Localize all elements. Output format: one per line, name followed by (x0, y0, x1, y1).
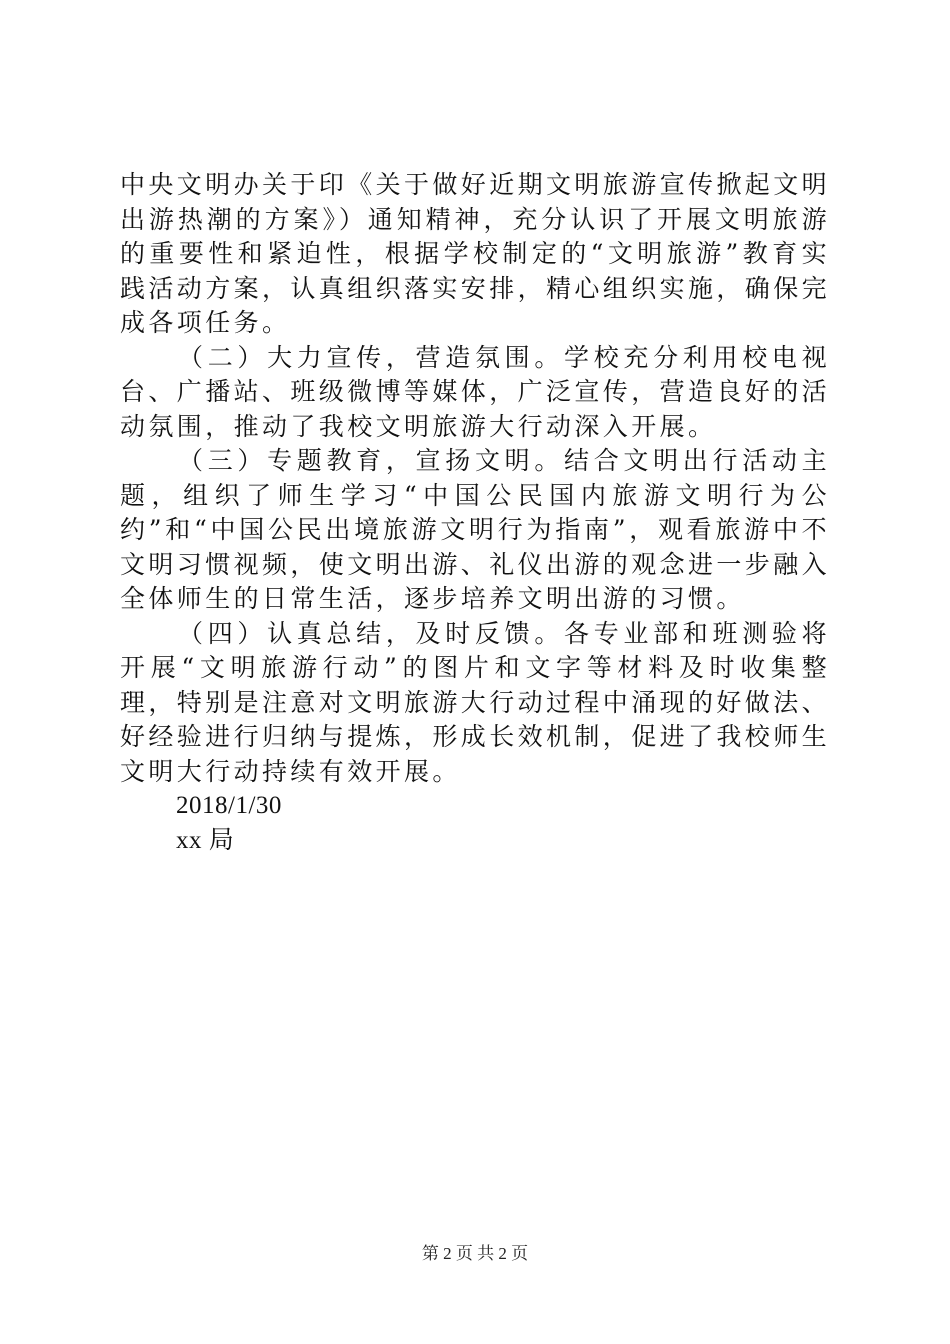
paragraph-continuation: 中央文明办关于印《关于做好近期文明旅游宣传掀起文明出游热潮的方案》）通知精神，充分认识了开展文明旅游的重要性和紧迫性，根据学校制定的“文明旅游”教育实践活动方案，认真组织落实安排，精心组织实施，确保完成各项任务。 (120, 170, 831, 337)
document-signature: xx 局 (176, 826, 235, 854)
document-body (120, 168, 830, 858)
paragraph-summary: （四）认真总结，及时反馈。各专业部和班测验将开展“文明旅游行动”的图片和文字等材料及时收集整理，特别是注意对文明旅游大行动过程中涌现的好做法、好经验进行归纳与提炼，形成长效机制，促进了我校师生文明大行动持续有效开展。 (120, 618, 831, 786)
page-number-footer: 第 2 页 共 2 页 (421, 1244, 529, 1263)
paragraph-education: （三）专题教育，宣扬文明。结合文明出行活动主题，组织了师生学习“中国公民国内旅游文明行为公约”和“中国公民出境旅游文明行为指南”，观看旅游中不文明习惯视频，使文明出游、礼仪出游的观念进一步融入全体师生的日常生活，逐步培养文明出游的习惯。 (120, 446, 831, 613)
document-date: 2018/1/30 (176, 792, 282, 819)
paragraph-publicity: （二）大力宣传，营造氛围。学校充分利用校电视台、广播站、班级微博等媒体，广泛宣传，营造良好的活动氛围，推动了我校文明旅游大行动深入开展。 (120, 342, 831, 441)
